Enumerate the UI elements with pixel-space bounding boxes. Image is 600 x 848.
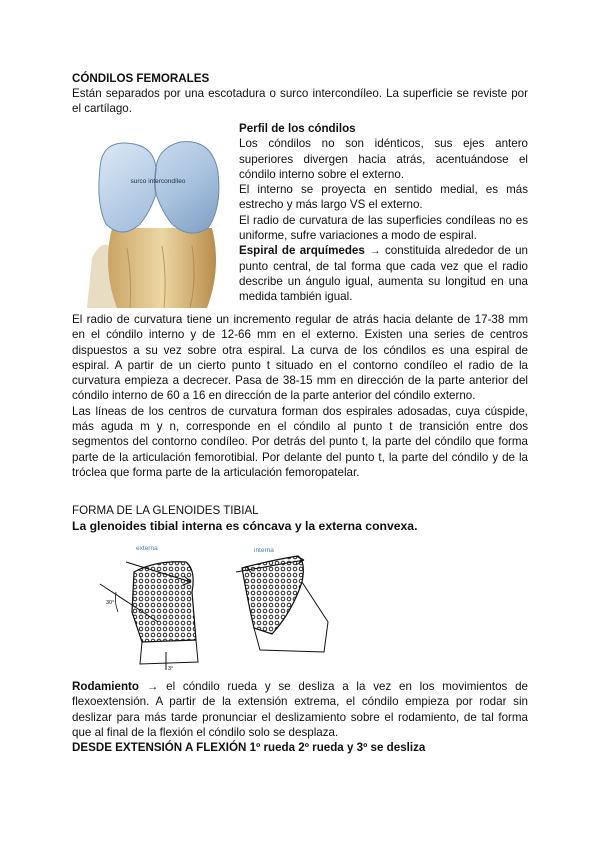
section-intro: Están separados por una escotadura o surco intercondíleo. La superficie se reviste por el cartílago. bbox=[72, 87, 528, 116]
final-statement: DESDE EXTENSIÓN A FLEXIÓN 1º rueda 2º rueda y 3º se desliza bbox=[72, 741, 426, 755]
figure-label-externa: externa bbox=[136, 545, 158, 552]
figure-bottom-label: 3° bbox=[168, 666, 174, 672]
spiral-definition-text: constituida alrededor de un punto central, de tal forma que cada vez que el radio describe un ángulo igual, aumenta su longitud en una medida también igual. bbox=[239, 244, 528, 304]
figure-label-interna: interna bbox=[254, 547, 274, 554]
curvature-paragraph: El radio de curvatura tiene un incremento regular de atrás hacia delante de 17-38 mm en el cóndilo interno y de 12-66 mm en el externo. Existen una series de centros dispuestos a su vez sobre otra espiral. La curva de los cóndilos es una espiral de espiral. A partir de un cierto punto t situado en el contorno condíleo el radio de la curvatura empieza a decrecer. Pasa de 38-15 mm en dirección de la parte anterior del cóndilo interno de 60 a 16 en dirección de la parte anterior del cóndilo externo. bbox=[72, 313, 528, 403]
glenoid-interna-figure bbox=[232, 542, 342, 660]
profile-paragraph-2: El interno se proyecta en sentido medial, es más estrecho y más largo VS el externo. bbox=[239, 183, 528, 212]
knee-image-label: surco intercondíleo bbox=[130, 178, 186, 185]
section-title-glenoides: FORMA DE LA GLENOIDES TIBIAL bbox=[72, 504, 259, 517]
rodamiento-text: el cóndilo rueda y se desliza a la vez en los movimientos de flexoextensión. A partir de la extensión extrema, el cóndilo empieza por rodar sin deslizar para más tarde pronunciar el deslizamiento sobre el rodamiento, de tal forma que al final de la flexión el cóndilo solo se desplaza. bbox=[72, 680, 528, 739]
continuation-text bbox=[72, 312, 528, 480]
spirals-paragraph: Las líneas de los centros de curvatura forman dos espirales adosadas, cuya cúspide, más aguda m y n, corresponde en el cóndilo al punto t de transición entre dos segmentos del contorno condíleo. Por detrás del punto t, la parte del cóndilo que forma parte de la articulación femorotibial. Por delante del punto t, la parte del cóndilo y de la tróclea que forma parte de la articulación femoropatelar. bbox=[72, 404, 528, 479]
rodamiento-paragraph bbox=[72, 679, 528, 740]
rodamiento-section bbox=[72, 679, 528, 755]
profile-paragraph-1: Los cóndilos no son idénticos, sus ejes antero superiores divergen hacia atrás, acentuándose el cóndilo interno sobre el externo. bbox=[239, 137, 528, 181]
spiral-term: Espiral de arquímedes bbox=[239, 244, 365, 258]
rodamiento-term: Rodamiento bbox=[72, 680, 139, 693]
arrow-icon: → bbox=[369, 244, 381, 258]
figure-angle-label: 30° bbox=[106, 600, 115, 606]
profile-title: Perfil de los cóndilos bbox=[239, 122, 356, 135]
knee-condyles-illustration bbox=[72, 128, 232, 308]
profile-column bbox=[239, 121, 528, 305]
spiral-definition bbox=[239, 243, 528, 304]
arrow-icon: → bbox=[146, 680, 159, 693]
section-subtitle-glenoides: La glenoides tibial interna es cóncava y la externa convexa. bbox=[72, 519, 418, 533]
profile-paragraph-3: El radio de curvatura de las superficies condíleas no es uniforme, sufre variaciones a modo de espiral. bbox=[239, 213, 528, 243]
section-title-condilos: CÓNDILOS FEMORALES bbox=[72, 72, 210, 85]
